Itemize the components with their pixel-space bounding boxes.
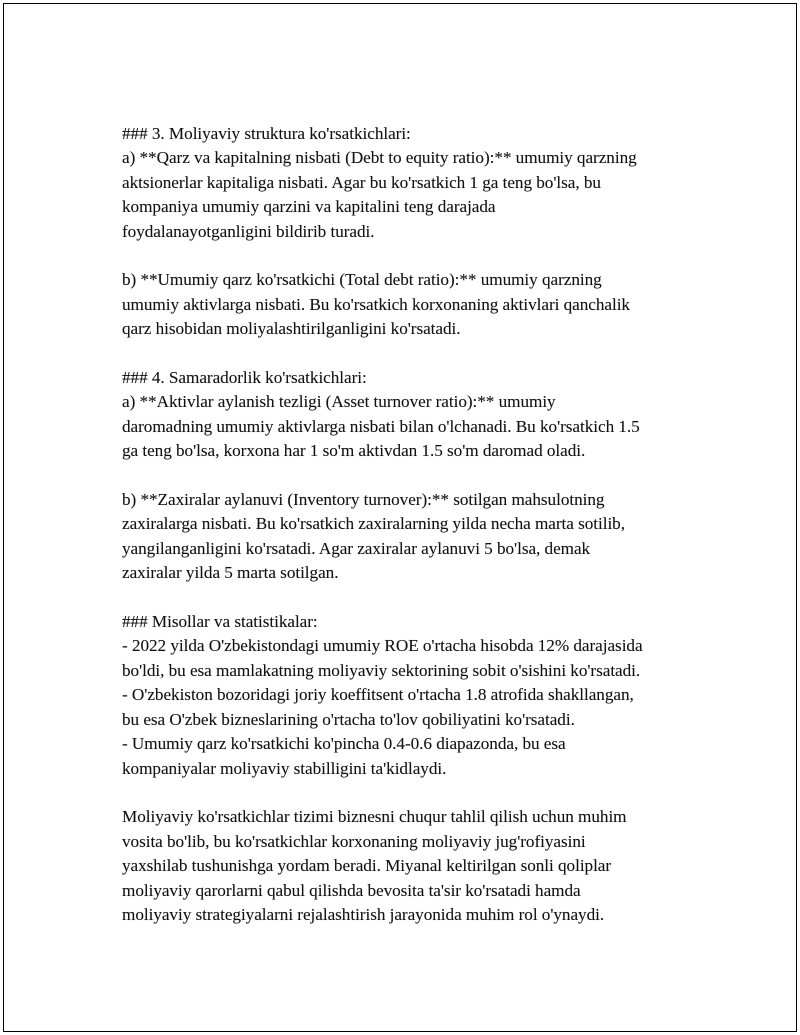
section-heading: ### 3. Moliyaviy struktura ko'rsatkichlari: (122, 124, 411, 143)
paragraph-examples-statistics (122, 610, 702, 781)
text-line: moliyaviy strategiyalarni rejalashtirish jarayonida muhim rol o'ynaydi. (122, 904, 605, 924)
text-line: zaxiralarga nisbati. Bu ko'rsatkich zaxiralarning yilda necha marta sotilib, (122, 514, 625, 534)
text-line: a) **Qarz va kapitalning nisbati (Debt to equity ratio):** umumiy qarzning (122, 148, 637, 168)
paragraph-efficiency (122, 366, 702, 464)
page-border (3, 3, 797, 1032)
text-line: - O'zbekiston bozoridagi joriy koeffitsent o'rtacha 1.8 atrofida shakllangan, (122, 685, 634, 705)
text-line: kompaniyalar moliyaviy stabilligini ta'kidlaydi. (122, 758, 447, 778)
paragraph-inventory-turnover (122, 488, 702, 586)
document-body (122, 122, 702, 927)
paragraph-total-debt-ratio (122, 268, 702, 341)
text-line: aktsionerlar kapitaliga nisbati. Agar bu ko'rsatkich 1 ga teng bo'lsa, bu (122, 172, 601, 192)
text-line: b) **Umumiy qarz ko'rsatkichi (Total debt ratio):** umumiy qarzning (122, 270, 602, 290)
text-line: foydalanayotganligini bildirib turadi. (122, 221, 375, 241)
text-line: ga teng bo'lsa, korxona har 1 so'm aktivdan 1.5 so'm daromad oladi. (122, 441, 586, 461)
text-line: kompaniya umumiy qarzini va kapitalini teng darajada (122, 197, 496, 217)
section-heading: ### Misollar va statistikalar: (122, 612, 318, 632)
text-line: bo'ldi, bu esa mamlakatning moliyaviy sektorining sobit o'sishini ko'rsatadi. (122, 660, 641, 680)
text-line: daromadning umumiy aktivlarga nisbati bilan o'lchanadi. Bu ko'rsatkich 1.5 (122, 416, 640, 436)
text-line: yangilanganligini ko'rsatadi. Agar zaxiralar aylanuvi 5 bo'lsa, demak (122, 538, 591, 558)
text-line: - Umumiy qarz ko'rsatkichi ko'pincha 0.4-0.6 diapazonda, bu esa (122, 734, 566, 754)
text-line: vosita bo'lib, bu ko'rsatkichlar korxonaning moliyaviy jug'rofiyasini (122, 831, 586, 851)
text-line: qarz hisobidan moliyalashtirilganligini ko'rsatadi. (122, 319, 461, 339)
section-heading: ### 4. Samaradorlik ko'rsatkichlari: (122, 368, 367, 388)
text-line: zaxiralar yilda 5 marta sotilgan. (122, 563, 339, 583)
paragraph-financial-structure (122, 122, 702, 244)
text-line: Moliyaviy ko'rsatkichlar tizimi biznesni chuqur tahlil qilish uchun muhim (122, 807, 627, 827)
text-line: b) **Zaxiralar aylanuvi (Inventory turnover):** sotilgan mahsulotning (122, 490, 605, 510)
text-line: moliyaviy qarorlarni qabul qilishda bevosita ta'sir ko'rsatadi hamda (122, 880, 581, 900)
text-line: umumiy aktivlarga nisbati. Bu ko'rsatkich korxonaning aktivlari qanchalik (122, 294, 630, 314)
text-line: - 2022 yilda O'zbekistondagi umumiy ROE o'rtacha hisobda 12% darajasida (122, 636, 643, 656)
paragraph-conclusion (122, 805, 702, 927)
text-line: bu esa O'zbek bizneslarining o'rtacha to'lov qobiliyatini ko'rsatadi. (122, 709, 575, 729)
text-line: yaxshilab tushunishga yordam beradi. Miyanal keltirilgan sonli qoliplar (122, 856, 612, 876)
text-line: a) **Aktivlar aylanish tezligi (Asset turnover ratio):** umumiy (122, 392, 556, 412)
